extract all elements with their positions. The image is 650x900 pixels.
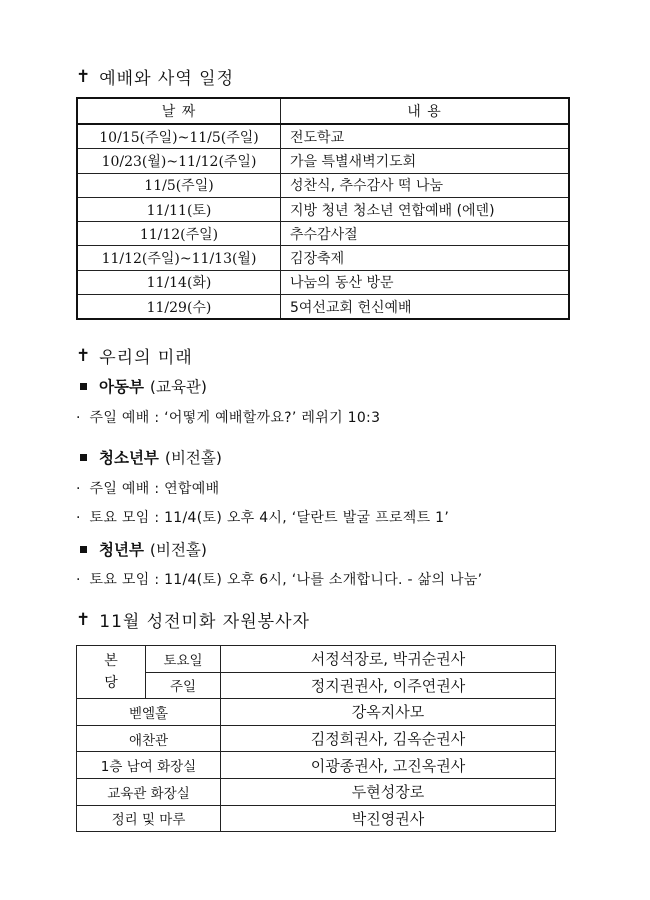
dot-bullet: · (76, 410, 81, 426)
cross-icon: ✝ (76, 609, 92, 630)
schedule-header-row (77, 98, 569, 124)
dept-place: (교육관) (149, 378, 207, 396)
volunteer-place: 1층 남여 화장실 (77, 752, 221, 779)
table-row (77, 222, 569, 246)
table-row (77, 805, 556, 832)
volunteer-names: 서정석장로, 박귀순권사 (221, 646, 556, 673)
table-row (77, 246, 569, 270)
table-row (77, 646, 556, 673)
table-row (77, 295, 569, 320)
schedule-title-text: 예배와 사역 일정 (99, 69, 235, 89)
schedule-content: 추수감사절 (281, 222, 570, 246)
main-hall-label-cell (77, 646, 146, 699)
volunteer-place: 정리 및 마루 (77, 805, 221, 832)
table-row (77, 197, 569, 221)
table-row (77, 672, 556, 699)
volunteer-place: 교육관 화장실 (77, 778, 221, 805)
volunteer-place: 토요일 (146, 646, 221, 673)
date-column-header: 날 짜 (77, 98, 281, 124)
young-adult-dept-title (80, 538, 207, 560)
table-row (77, 699, 556, 726)
info-line (76, 407, 380, 427)
schedule-date: 11/29(수) (77, 295, 281, 320)
table-row (77, 778, 556, 805)
dept-name: 청년부 (99, 541, 144, 559)
schedule-date: 11/5(주일) (77, 173, 281, 197)
info-line-text: 토요 모임 : 11/4(토) 오후 6시, ‘나를 소개합니다. - 삶의 나눔’ (89, 572, 483, 588)
dept-place: (비전홀) (164, 449, 222, 467)
main-hall-label-top: 본 (104, 653, 118, 670)
volunteer-names: 정지권권사, 이주연권사 (221, 672, 556, 699)
schedule-content: 지방 청년 청소년 연합예배 (에덴) (281, 197, 570, 221)
volunteer-section-title (76, 607, 310, 632)
schedule-content: 나눔의 동산 방문 (281, 270, 570, 294)
dept-name: 청소년부 (99, 449, 159, 467)
cross-icon: ✝ (76, 66, 92, 87)
table-row (77, 752, 556, 779)
main-hall-label-bottom: 당 (104, 675, 118, 692)
schedule-date: 10/23(월)~11/12(주일) (77, 149, 281, 173)
table-row (77, 270, 569, 294)
schedule-date: 11/11(토) (77, 197, 281, 221)
schedule-content: 김장축제 (281, 246, 570, 270)
schedule-content: 전도학교 (281, 124, 570, 149)
children-dept-title (80, 375, 207, 397)
volunteer-names: 박진영권사 (221, 805, 556, 832)
square-bullet-icon (80, 546, 87, 553)
info-line-text: 주일 예배 : 연합예배 (89, 481, 220, 497)
table-row (77, 124, 569, 149)
square-bullet-icon (80, 383, 87, 390)
volunteer-place: 주일 (146, 672, 221, 699)
schedule-content: 5여선교회 헌신예배 (281, 295, 570, 320)
table-row (77, 149, 569, 173)
table-row (77, 173, 569, 197)
schedule-date: 10/15(주일)~11/5(주일) (77, 124, 281, 149)
volunteer-title-text: 11월 성전미화 자원봉사자 (99, 612, 310, 632)
dept-place: (비전홀) (149, 541, 207, 559)
future-section-title (76, 343, 193, 368)
dot-bullet: · (76, 510, 81, 526)
volunteer-names: 강옥지사모 (221, 699, 556, 726)
dept-name: 아동부 (99, 378, 144, 396)
schedule-content: 가을 특별새벽기도회 (281, 149, 570, 173)
info-line (76, 478, 219, 498)
schedule-date: 11/14(화) (77, 270, 281, 294)
schedule-date: 11/12(주일) (77, 222, 281, 246)
volunteer-place: 애찬관 (77, 725, 221, 752)
volunteer-names: 김정희권사, 김옥순권사 (221, 725, 556, 752)
schedule-content: 성찬식, 추수감사 떡 나눔 (281, 173, 570, 197)
schedule-table (76, 97, 570, 320)
future-title-text: 우리의 미래 (99, 348, 193, 368)
cross-icon: ✝ (76, 345, 92, 366)
volunteer-names: 이광종권사, 고진옥권사 (221, 752, 556, 779)
volunteer-place: 벧엘홀 (77, 699, 221, 726)
youth-dept-title (80, 446, 222, 468)
schedule-date: 11/12(주일)~11/13(월) (77, 246, 281, 270)
content-column-header: 내 용 (281, 98, 570, 124)
info-line (76, 507, 449, 527)
schedule-section-title (76, 64, 234, 89)
dot-bullet: · (76, 572, 81, 588)
info-line-text: 주일 예배 : ‘어떻게 예배할까요?’ 레위기 10:3 (89, 410, 381, 426)
dot-bullet: · (76, 481, 81, 497)
info-line-text: 토요 모임 : 11/4(토) 오후 4시, ‘달란트 발굴 프로젝트 1’ (89, 510, 450, 526)
volunteer-names: 두현성장로 (221, 778, 556, 805)
square-bullet-icon (80, 454, 87, 461)
table-row (77, 725, 556, 752)
volunteer-table (76, 645, 556, 832)
info-line (76, 569, 482, 589)
